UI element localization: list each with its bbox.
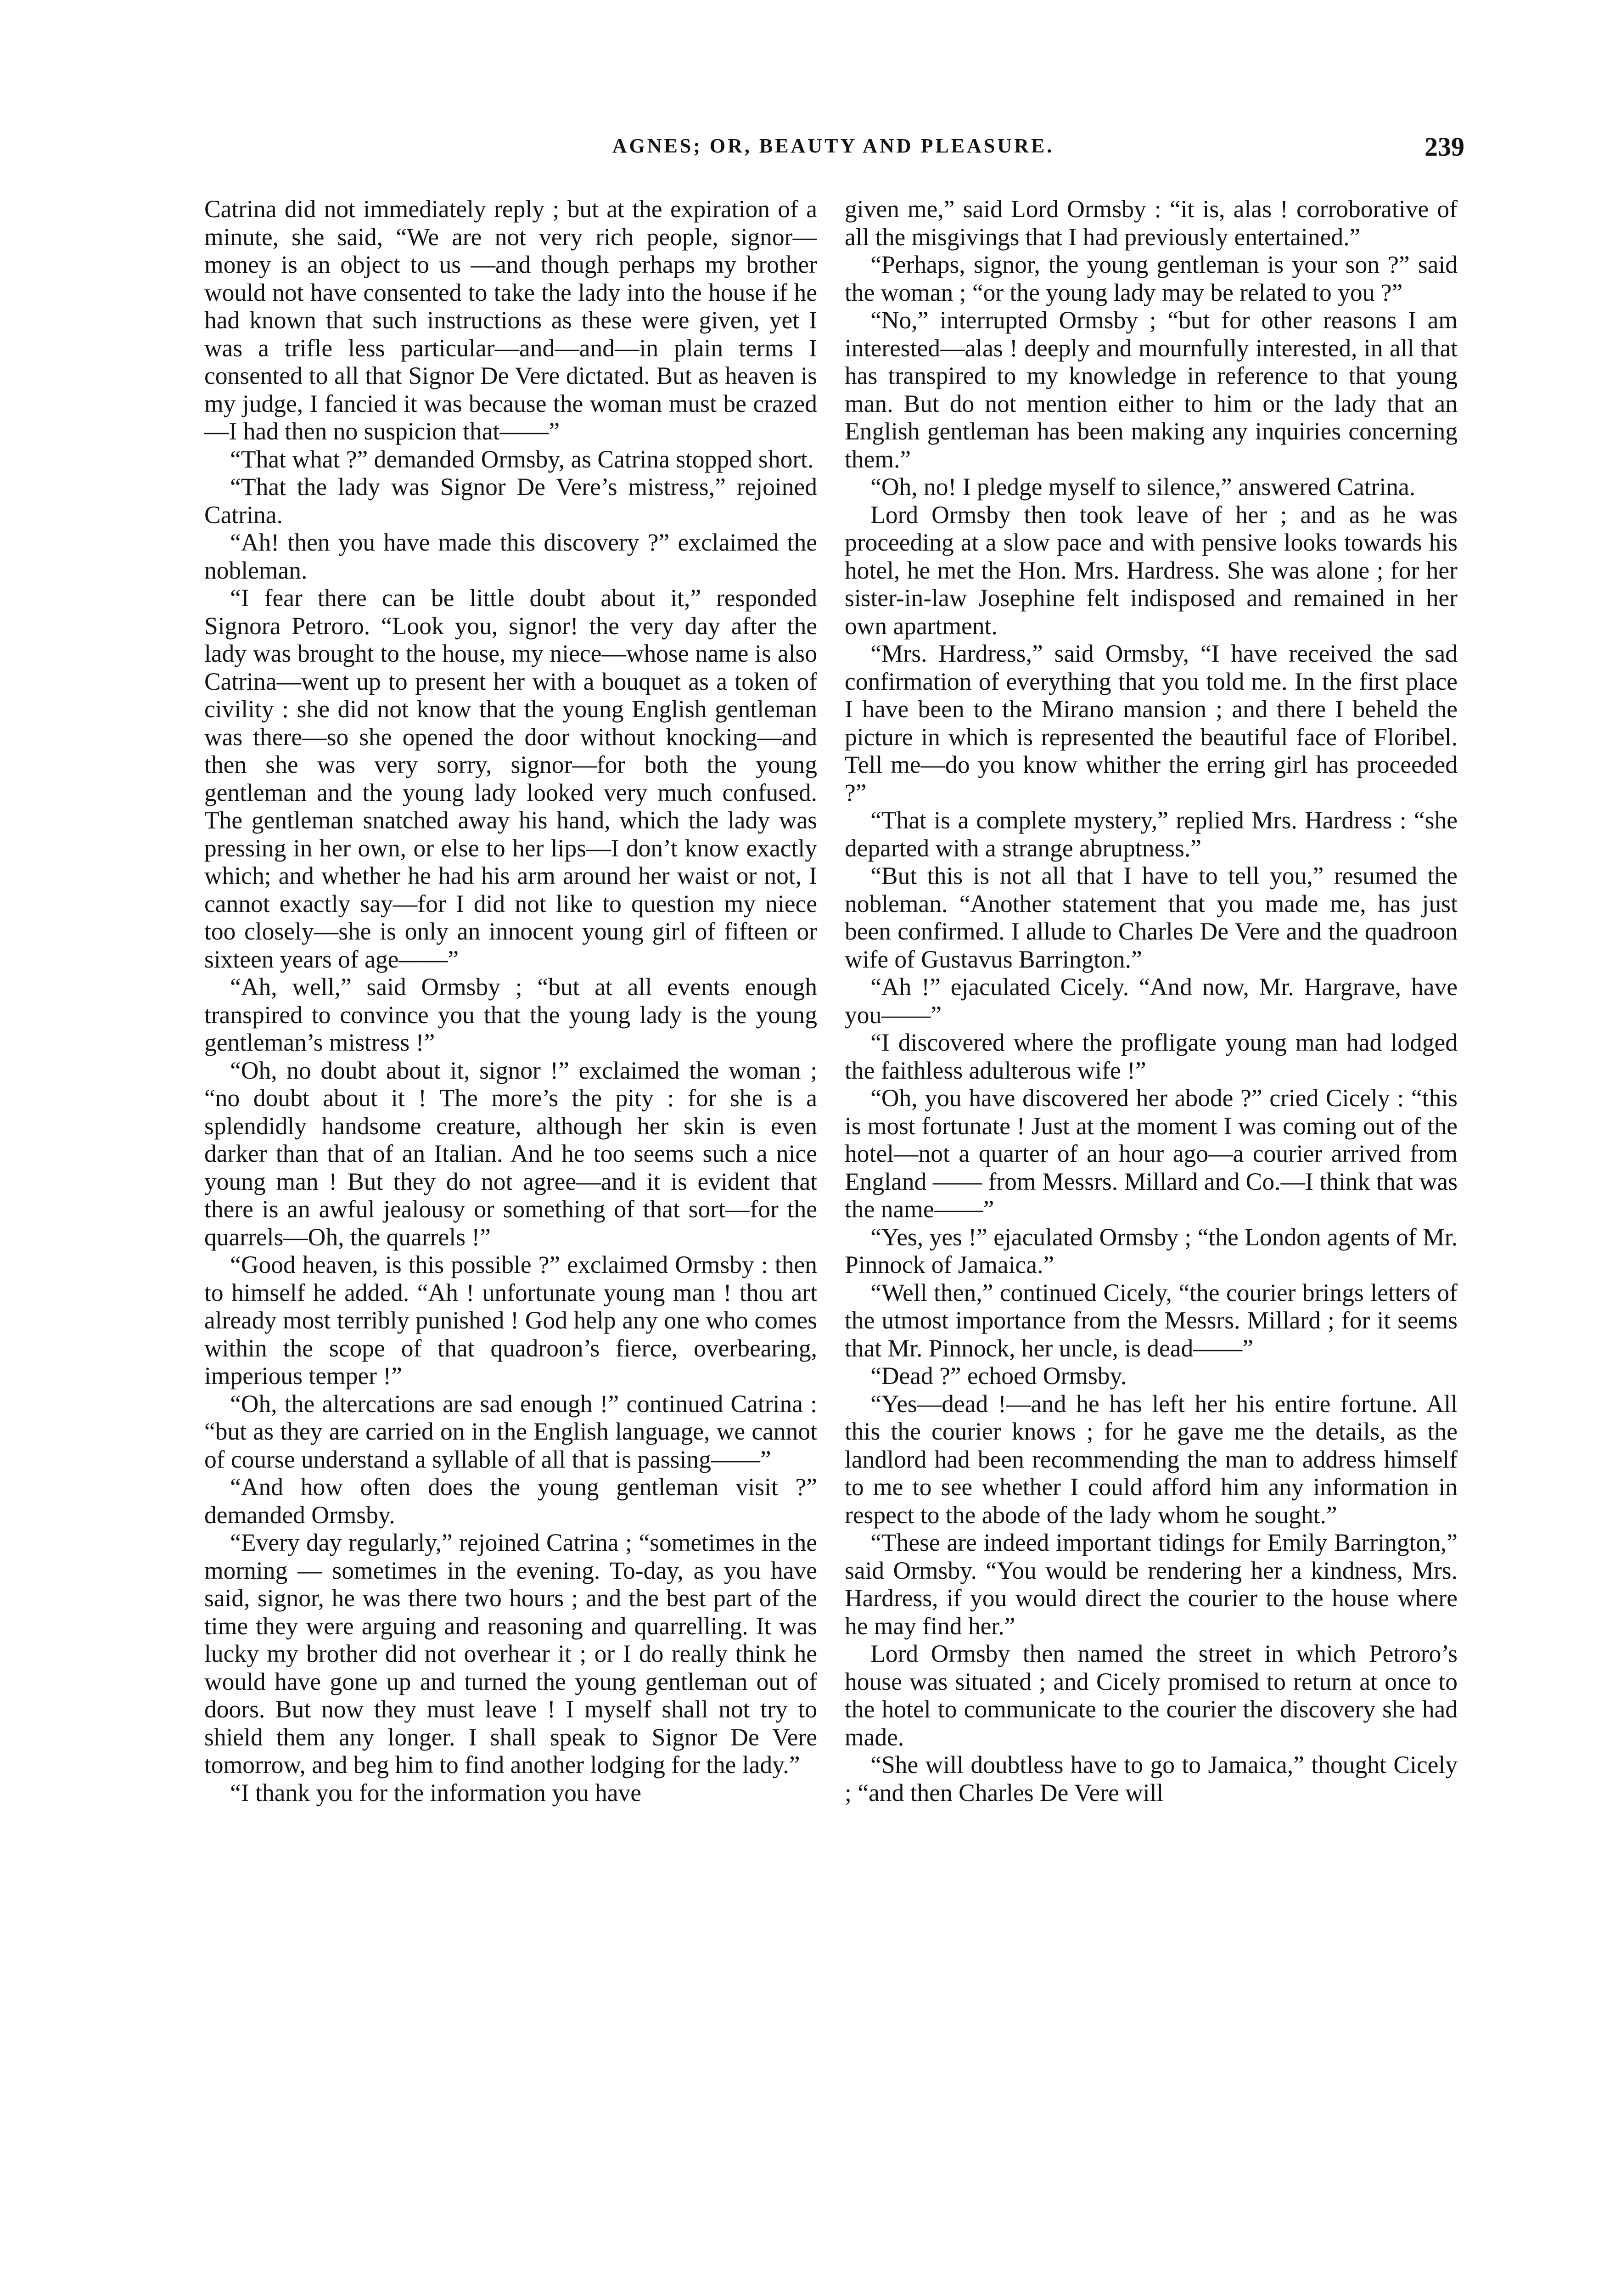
paragraph: “She will doubtless have to go to Jamaica,” thought Cicely ; “and then Charles De Vere will bbox=[845, 1751, 1458, 1806]
paragraph: “Oh, the altercations are sad enough !” continued Catrina : “but as they are carried on in the English language, we cannot of course understand a syllable of all that is passing——” bbox=[204, 1390, 817, 1473]
paragraph: “And how often does the young gentleman visit ?” demanded Ormsby. bbox=[204, 1473, 817, 1529]
paragraph: “Ah! then you have made this discovery ?” exclaimed the nobleman. bbox=[204, 529, 817, 584]
paragraph: “But this is not all that I have to tell you,” resumed the nobleman. “Another statement that you made me, has just been confirmed. I allude to Charles De Vere and the quadroon wife of Gustavus Barrington.” bbox=[845, 862, 1458, 973]
paragraph: “I thank you for the information you have bbox=[230, 1778, 642, 1806]
paragraph: given me,” said Lord Ormsby : “it is, alas ! corroborative of all the misgivings that I had previously entertained.” bbox=[845, 195, 1458, 251]
paragraph: “No,” interrupted Ormsby ; “but for other reasons I am interested—alas ! deeply and mournfully interested, in all that has transpired to my knowledge in reference to that young man. But do not mention either to him or the lady that an English gentleman has been making any inquiries concerning them.” bbox=[845, 306, 1458, 473]
paragraph: “Yes, yes !” ejaculated Ormsby ; “the London agents of Mr. Pinnock of Jamaica.” bbox=[845, 1223, 1458, 1278]
paragraph: “Good heaven, is this possible ?” exclaimed Ormsby : then to himself he added. “Ah ! unfortunate young man ! thou art already most terribly punished ! God help any one who comes within the scope of that quadroon’s fierce, overbearing, imperious temper !” bbox=[204, 1251, 817, 1390]
paragraph: “Well then,” continued Cicely, “the courier brings letters of the utmost importance from the Messrs. Millard ; for it seems that Mr. Pinnock, her uncle, is dead——” bbox=[845, 1278, 1458, 1362]
paragraph: “Every day regularly,” rejoined Catrina ; “sometimes in the morning — sometimes in the evening. To-day, as you have said, signor, he was there two hours ; and the best part of the time they were arguing and reasoning and quarrelling. It was lucky my brother did not overhear it ; or I do really think he would have gone up and turned the young gentleman out of doors. But now they must leave ! I myself shall not try to shield them any longer. I shall speak to Signor De Vere tomorrow, and beg him to find another lodging for the lady.” bbox=[204, 1529, 817, 1778]
paragraph: “That the lady was Signor De Vere’s mistress,” rejoined Catrina. bbox=[204, 473, 817, 529]
paragraph: “Perhaps, signor, the young gentleman is your son ?” said the woman ; “or the young lady may be related to you ?” bbox=[845, 251, 1458, 306]
paragraph: “Oh, no doubt about it, signor !” exclaimed the woman ; “no doubt about it ! The more’s the pity : for she is a splendidly handsome creature, although her skin is even darker than that of an Italian. And he too seems such a nice young man ! But they do not agree—and it is evident that there is an awful jealousy or something of that sort—for the quarrels—Oh, the quarrels !” bbox=[204, 1056, 817, 1251]
paragraph: “Dead ?” echoed Ormsby. bbox=[870, 1362, 1127, 1390]
paragraph: “I discovered where the profligate young man had lodged the faithless adulterous wife !” bbox=[845, 1029, 1458, 1084]
left-column bbox=[204, 195, 817, 2296]
paragraph: “Yes—dead !—and he has left her his entire fortune. All this the courier knows ; for he gave me the details, as the landlord had been recommending the man to address himself to me to see whether I could afford him any information in respect to the abode of the lady whom he sought.” bbox=[845, 1390, 1458, 1529]
paragraph: “Oh, you have discovered her abode ?” cried Cicely : “this is most fortunate ! Just at the moment I was coming out of the hotel—not a quarter of an hour ago—a courier arrived from England —— from Messrs. Millard and Co.—I think that was the name——” bbox=[845, 1084, 1458, 1223]
page-header bbox=[202, 134, 1464, 175]
paragraph: “Mrs. Hardress,” said Ormsby, “I have received the sad confirmation of everything that you told me. In the first place I have been to the Mirano mansion ; and there I beheld the picture in which is represented the beautiful face of Floribel. Tell me—do you know whither the erring girl has proceeded ?” bbox=[845, 640, 1458, 806]
paragraph: Lord Ormsby then named the street in which Petroro’s house was situated ; and Cicely promised to return at once to the hotel to communicate to the courier the discovery she had made. bbox=[845, 1640, 1458, 1751]
paragraph: Lord Ormsby then took leave of her ; and as he was proceeding at a slow pace and with pensive looks towards his hotel, he met the Hon. Mrs. Hardress. She was alone ; for her sister-in-law Josephine felt indisposed and remained in her own apartment. bbox=[845, 501, 1458, 640]
paragraph: “That what ?” demanded Ormsby, as Catrina stopped short. bbox=[230, 445, 814, 473]
page-number: 239 bbox=[1425, 132, 1464, 162]
paragraph: “Ah !” ejaculated Cicely. “And now, Mr. Hargrave, have you——” bbox=[845, 973, 1458, 1029]
paragraph: Catrina did not immediately reply ; but at the expiration of a minute, she said, “We are not very rich people, signor—money is an object to us —and though perhaps my brother would not have consented to take the lady into the house if he had known that such instructions as these were given, yet I was a trifle less particular—and—and—in plain terms I consented to all that Signor De Vere dictated. But as heaven is my judge, I fancied it was because the woman must be crazed—I had then no suspicion that——” bbox=[204, 195, 817, 445]
paragraph: “Ah, well,” said Ormsby ; “but at all events enough transpired to convince you that the young lady is the young gentleman’s mistress !” bbox=[204, 973, 817, 1056]
paragraph: “That is a complete mystery,” replied Mrs. Hardress : “she departed with a strange abruptness.” bbox=[845, 806, 1458, 862]
running-title: AGNES; OR, BEAUTY AND PLEASURE. bbox=[612, 135, 1054, 157]
paragraph: “I fear there can be little doubt about it,” responded Signora Petroro. “Look you, signor! the very day after the lady was brought to the house, my niece—whose name is also Catrina—went up to present her with a bouquet as a token of civility : she did not know that the young English gentleman was there—so she opened the door without knocking—and then she was very sorry, signor—for both the young gentleman and the young lady looked very much confused. The gentleman snatched away his hand, which the lady was pressing in her own, or else to her lips—I don’t know exactly which; and whether he had his arm around her waist or not, I cannot exactly say—for I did not like to question my niece too closely—she is only an innocent young girl of fifteen or sixteen years of age——” bbox=[204, 584, 817, 973]
paragraph: “Oh, no! I pledge myself to silence,” answered Catrina. bbox=[870, 473, 1416, 501]
right-column bbox=[845, 195, 1458, 2296]
paragraph: “These are indeed important tidings for Emily Barrington,” said Ormsby. “You would be rendering her a kindness, Mrs. Hardress, if you would direct the courier to the house where he may find her.” bbox=[845, 1529, 1458, 1640]
